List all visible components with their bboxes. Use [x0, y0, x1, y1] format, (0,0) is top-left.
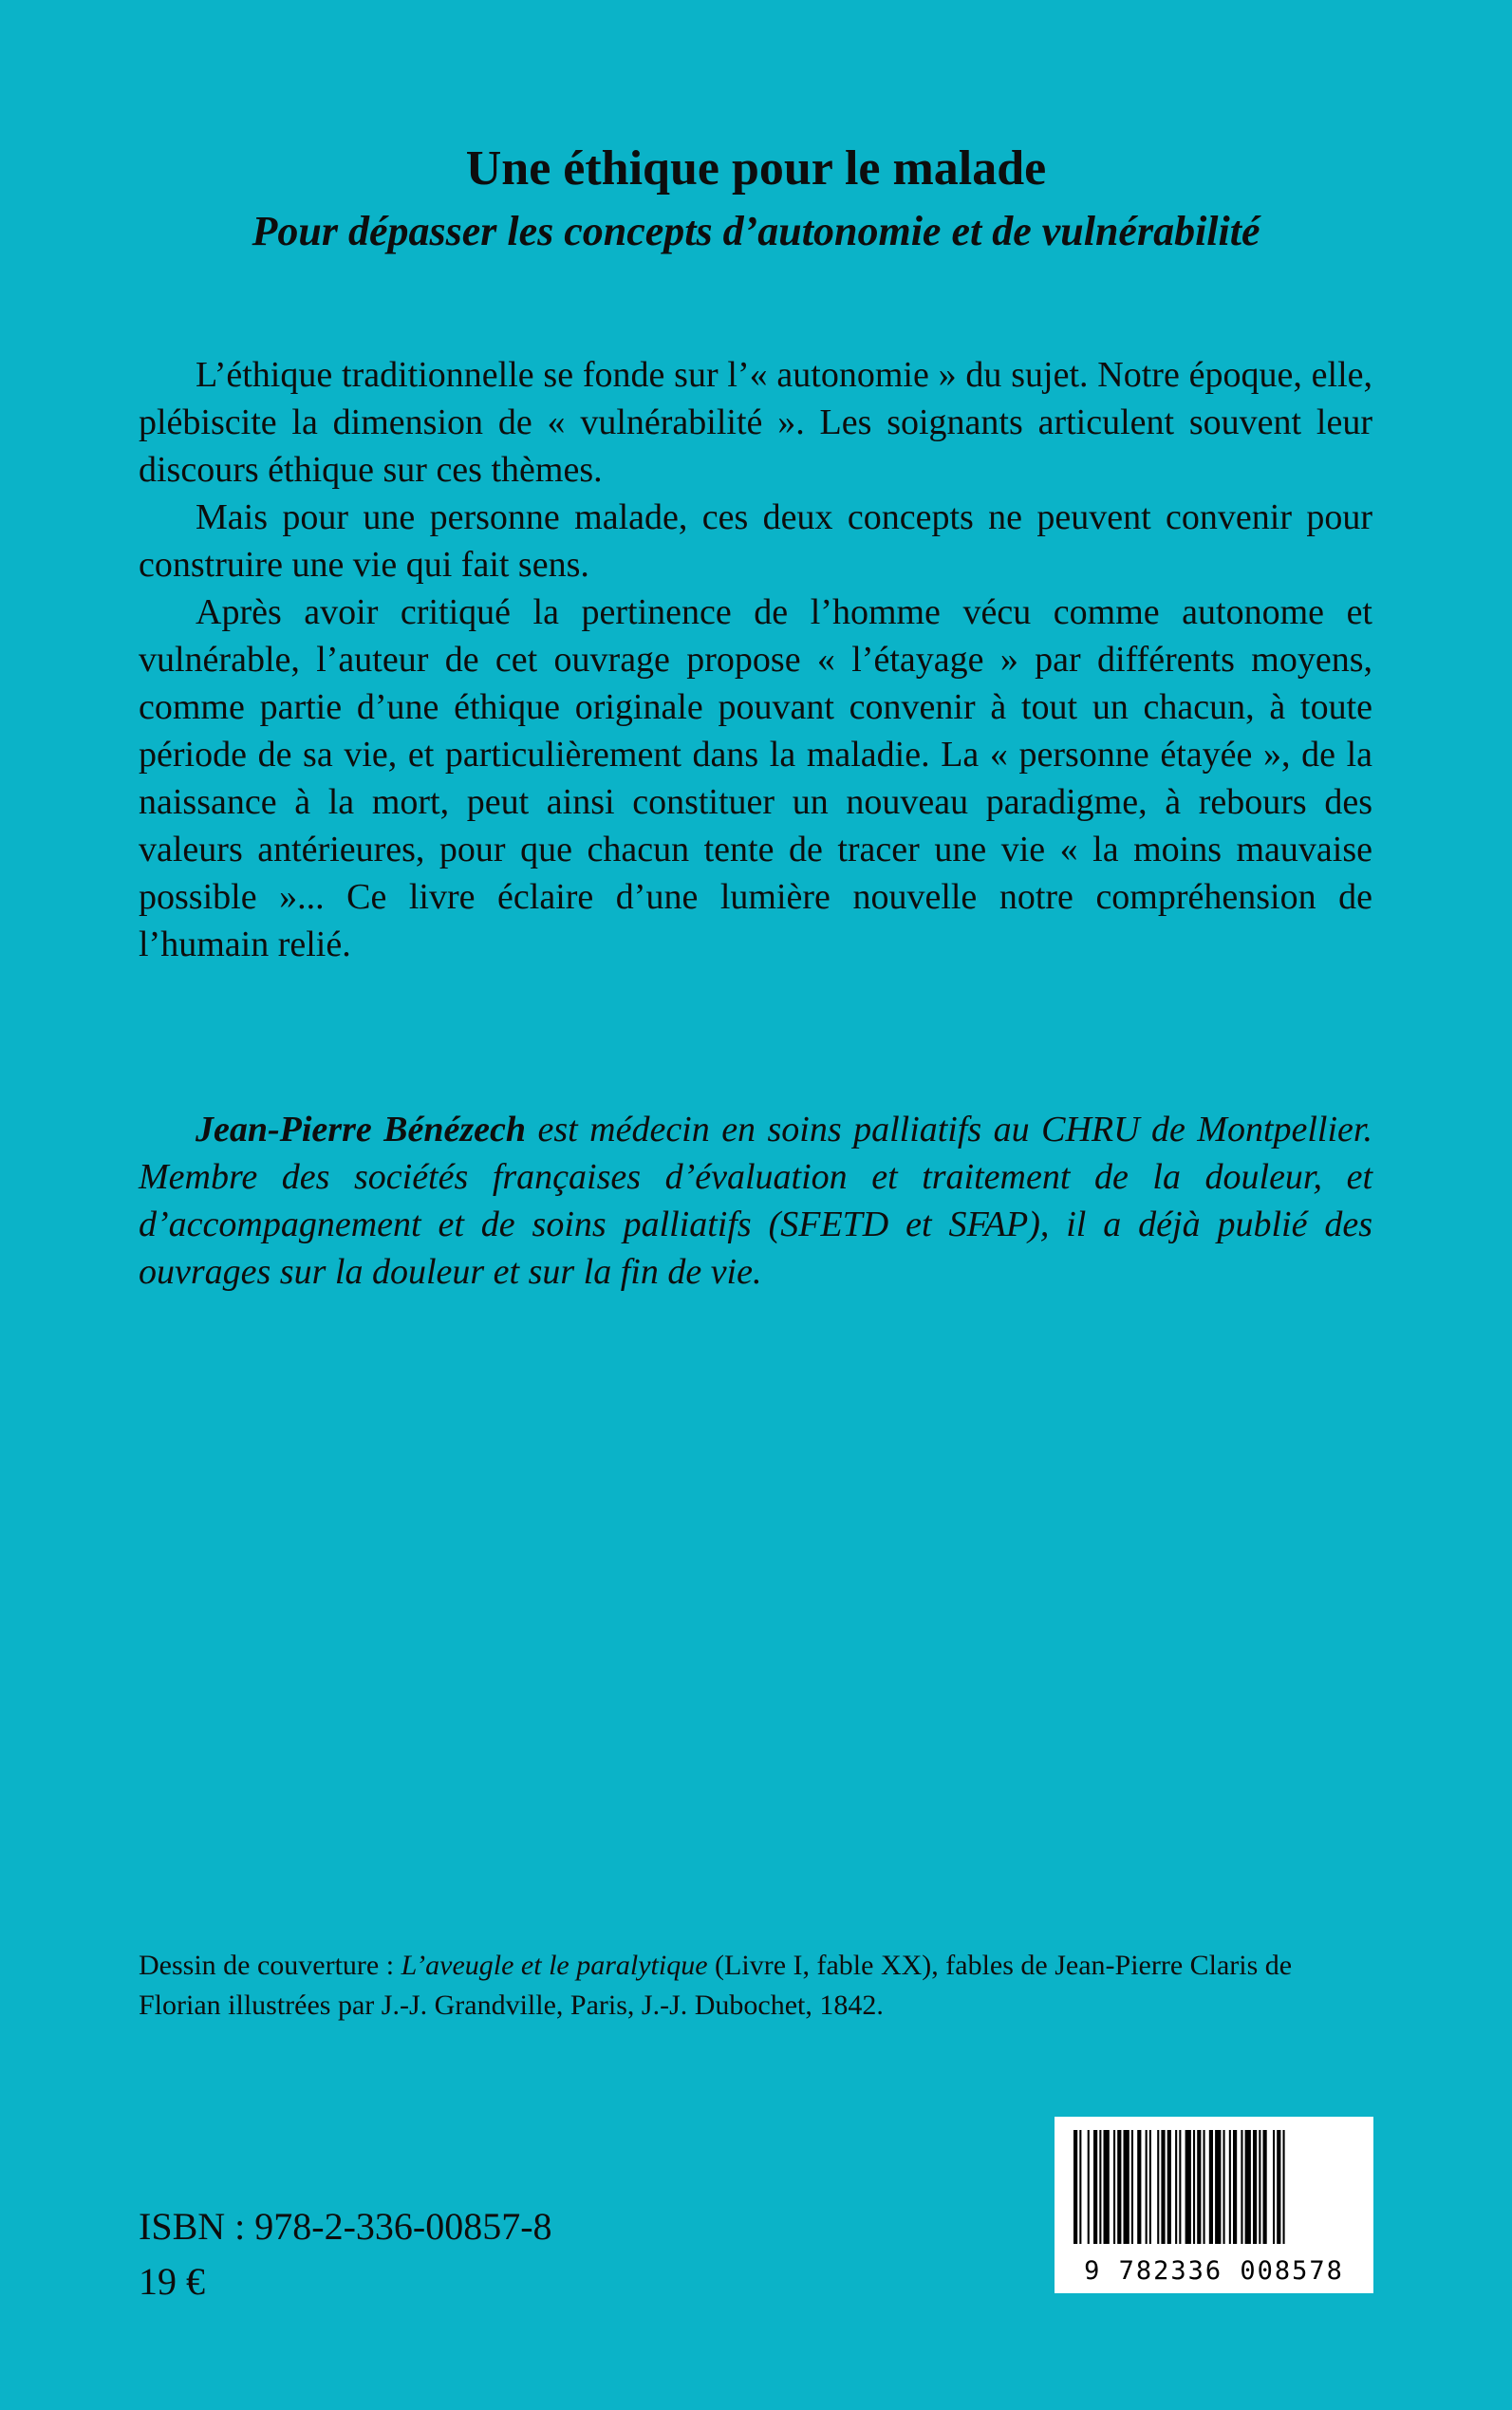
summary-paragraph: L’éthique traditionnelle se fonde sur l’« autonomie » du sujet. Notre époque, elle, plébiscite la dimension de « vulnérabilité ». Les soignants articulent souvent leur discours éthique sur ces thèmes.	[139, 355, 1372, 490]
barcode-bar	[1277, 2130, 1280, 2244]
summary-paragraph: Après avoir critiqué la pertinence de l’homme vécu comme autonome et vulnérable, l’auteur de cet ouvrage propose « l’étayage » par différents moyens, comme partie d’une éthique originale pouvant convenir à tout un chacun, à toute période de sa vie, et particulièrement dans la maladie. La « personne étayée », de la naissance à la mort, peut ainsi constituer un nouveau paradigme, à rebours des valeurs antérieures, pour que chacun tente de tracer une vie « la moins mauvaise possible »... Ce livre éclaire d’une lumière nouvelle notre compréhension de l’humain relié.	[139, 592, 1372, 964]
barcode-bar	[1197, 2130, 1201, 2244]
barcode-bar	[1185, 2130, 1191, 2244]
barcode-bar	[1253, 2130, 1257, 2244]
barcode-bar	[1259, 2130, 1260, 2244]
author-bio-text: est médecin en soins palliatifs au CHRU de Montpellier. Membre des sociétés françaises d’évaluation et traitement de la douleur, et d’accompagnement et de soins palliatifs (SFETD et SFAP), il a déjà publié des ouvrages sur la douleur et sur la fin de vie.	[139, 1110, 1372, 1292]
barcode-bar	[1245, 2130, 1251, 2244]
summary-text	[139, 351, 1372, 968]
author-bio	[139, 1106, 1372, 1296]
barcode	[1055, 2117, 1373, 2293]
barcode-bar	[1113, 2130, 1115, 2244]
cover-credit-prefix: Dessin de couverture :	[139, 1950, 401, 1981]
isbn: ISBN : 978-2-336-00857-8	[139, 2205, 552, 2248]
barcode-bar	[1204, 2130, 1205, 2244]
barcode-bar	[1175, 2130, 1177, 2244]
price: 19 €	[139, 2260, 205, 2303]
author-name: Jean-Pierre Bénézech	[196, 1110, 527, 1149]
barcode-bar	[1079, 2130, 1081, 2244]
barcode-bar	[1161, 2130, 1165, 2244]
barcode-bar	[1193, 2130, 1195, 2244]
barcode-bar	[1146, 2130, 1148, 2244]
cover-credit-suffix: (Livre I, fable XX), fables de Jean-Pierre Claris de Florian illustrées par J.-J. Grandville, Paris, J.-J. Dubochet, 1842.	[139, 1950, 1293, 2021]
summary-paragraph: Mais pour une personne malade, ces deux concepts ne peuvent convenir pour construire une vie qui fait sens.	[139, 497, 1372, 585]
book-subtitle: Pour dépasser les concepts d’autonomie et de vulnérabilité	[252, 208, 1260, 254]
barcode-bar	[1223, 2130, 1225, 2244]
barcode-digits: 9 782336 008578	[1084, 2256, 1344, 2286]
barcode-bar	[1093, 2130, 1097, 2244]
barcode-bar	[1099, 2130, 1101, 2244]
barcode-bar	[1273, 2130, 1275, 2244]
cover-credit	[139, 1946, 1297, 2026]
barcode-bar	[1263, 2130, 1267, 2244]
barcode-bar	[1131, 2130, 1133, 2244]
cover-credit-work: L’aveugle et le paralytique	[401, 1950, 708, 1981]
barcode-bar	[1209, 2130, 1213, 2244]
book-title: Une éthique pour le malade	[465, 141, 1047, 196]
barcode-bar	[1137, 2130, 1141, 2244]
barcode-bar	[1073, 2130, 1077, 2244]
barcode-bar	[1149, 2130, 1151, 2244]
barcode-bar	[1167, 2130, 1171, 2244]
barcode-bar	[1229, 2130, 1231, 2244]
barcode-bar	[1124, 2130, 1129, 2244]
barcode-bar	[1241, 2130, 1242, 2244]
barcode-bar	[1283, 2130, 1285, 2244]
barcode-bar	[1104, 2130, 1110, 2244]
barcode-bar	[1215, 2130, 1221, 2244]
barcode-bars	[1073, 2130, 1354, 2244]
barcode-bar	[1233, 2130, 1237, 2244]
barcode-bar	[1179, 2130, 1181, 2244]
barcode-bar	[1157, 2130, 1159, 2244]
barcode-bar	[1088, 2130, 1090, 2244]
barcode-bar	[1117, 2130, 1121, 2244]
